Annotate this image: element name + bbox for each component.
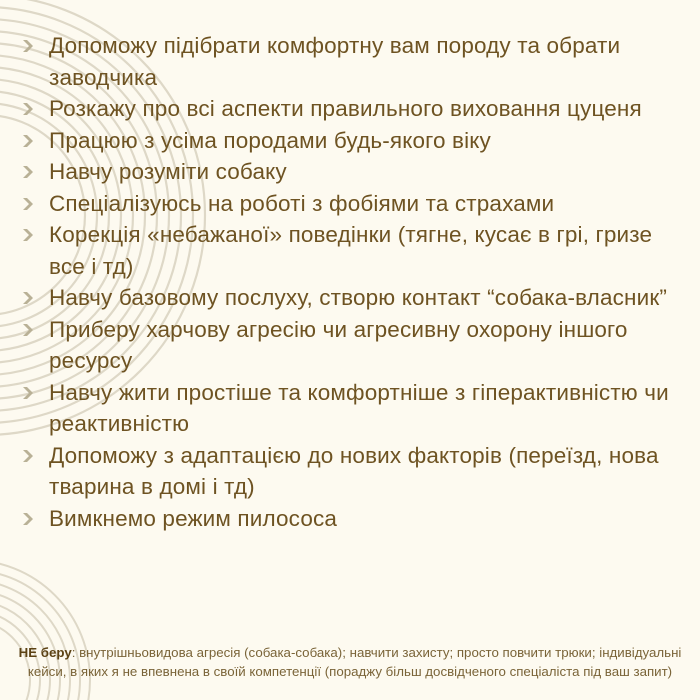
service-text: Спеціалізуюсь на роботі з фобіями та страхами [49, 190, 555, 216]
chevron-right-icon [21, 134, 35, 148]
service-text: Допоможу підібрати комфортну вам породу та обрати заводчика [49, 33, 621, 90]
chevron-right-icon [21, 39, 35, 53]
chevron-right-icon [21, 197, 35, 211]
exclusions-label: НЕ беру [18, 645, 72, 661]
service-text: Корекція «небажаної» поведінки (тягне, кусає в грі, гризе все і тд) [49, 222, 653, 279]
chevron-right-icon [21, 228, 35, 242]
service-text: Приберу харчову агресію чи агресивну охорону іншого ресурсу [49, 316, 628, 373]
list-item [20, 282, 692, 314]
list-item [20, 30, 692, 93]
service-text: Розкажу про всі аспекти правильного виховання цуценя [49, 96, 642, 121]
list-item [20, 377, 692, 440]
list-item [20, 219, 692, 282]
list-item [20, 503, 692, 535]
list-item [20, 440, 692, 503]
service-text: Вимкнемо режим пилососа [49, 505, 338, 531]
chevron-right-icon [21, 323, 35, 337]
list-item [20, 188, 692, 220]
chevron-right-icon [21, 449, 35, 463]
service-text: Навчу базовому послуху, створю контакт “собака-власник” [49, 285, 667, 310]
exclusions-text: : внутрішньовидова агресія (собака-собака); навчити захисту; просто повчити трюки; індивідуальні кейси, в яких я не впевнена в своїй компетенції (пораджу більш досвідченого спеціаліста під ваш запит) [27, 645, 682, 680]
service-text: Навчу розуміти собаку [49, 159, 287, 184]
list-item [20, 156, 692, 188]
chevron-right-icon [21, 102, 35, 116]
services-list [20, 30, 692, 534]
chevron-right-icon [21, 386, 35, 400]
list-item [20, 314, 692, 377]
exclusions-note [18, 643, 682, 681]
service-text: Навчу жити простіше та комфортніше з гіперактивністю чи реактивністю [49, 379, 669, 436]
chevron-right-icon [21, 291, 35, 305]
chevron-right-icon [21, 165, 35, 179]
list-item [20, 125, 692, 157]
chevron-right-icon [21, 512, 35, 526]
service-text: Допоможу з адаптацією до нових факторів (переїзд, нова тварина в домі і тд) [49, 442, 659, 499]
service-text: Працюю з усіма породами будь-якого віку [49, 127, 491, 153]
list-item [20, 93, 692, 125]
